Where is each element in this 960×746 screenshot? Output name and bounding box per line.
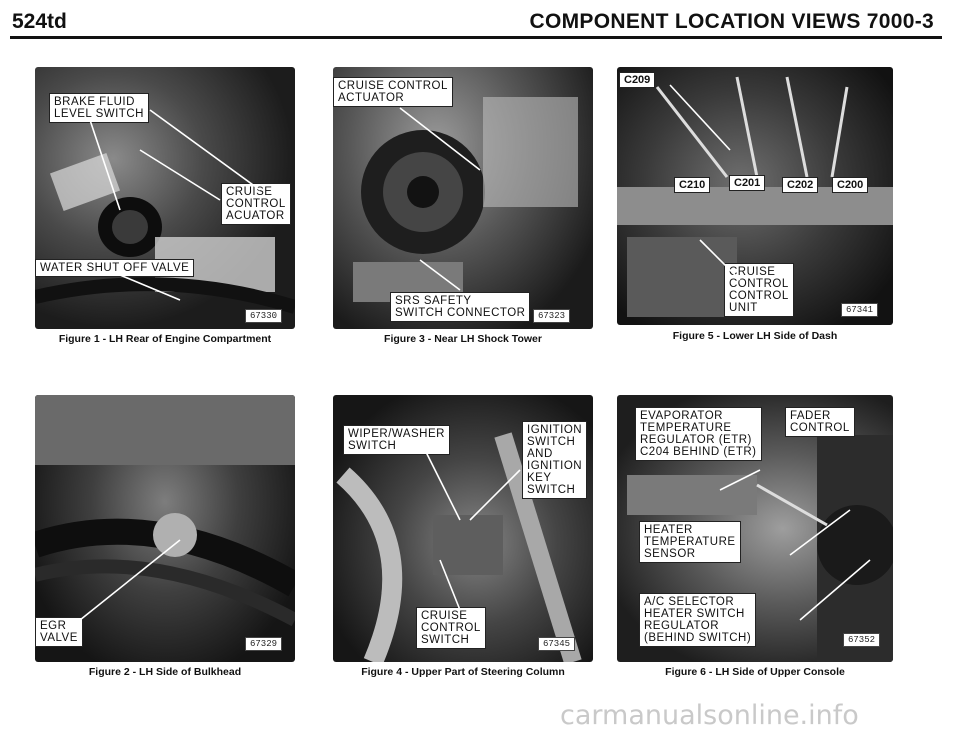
figure-2-caption: Figure 2 - LH Side of Bulkhead	[88, 666, 242, 678]
label-cruise-control-actuator-fig3: CRUISE CONTROL ACTUATOR	[333, 77, 453, 107]
page-header	[0, 0, 960, 40]
figure-2-photo	[35, 395, 295, 662]
figure-5-caption: Figure 5 - Lower LH Side of Dash	[672, 330, 838, 342]
figure-6-caption: Figure 6 - LH Side of Upper Console	[665, 666, 845, 678]
label-srs-safety-switch-connector: SRS SAFETY SWITCH CONNECTOR	[390, 292, 530, 322]
header-rule	[10, 36, 942, 39]
label-cruise-control-switch: CRUISE CONTROL SWITCH	[416, 607, 486, 649]
label-ac-selector-heater-switch: A/C SELECTOR HEATER SWITCH REGULATOR (BEHIND SWITCH)	[639, 593, 756, 647]
figure-6-photo	[617, 395, 893, 662]
figure-4-photo	[333, 395, 593, 662]
figure-3-caption: Figure 3 - Near LH Shock Tower	[384, 333, 542, 345]
figure-3-code: 67323	[533, 309, 570, 323]
label-heater-temperature-sensor: HEATER TEMPERATURE SENSOR	[639, 521, 741, 563]
figure-4-caption: Figure 4 - Upper Part of Steering Column	[361, 666, 565, 678]
label-egr-valve: EGR VALVE	[35, 617, 83, 647]
section-title: COMPONENT LOCATION VIEWS 7000-3	[529, 10, 934, 33]
manual-id: 524td	[12, 10, 67, 33]
figure-4-code: 67345	[538, 637, 575, 651]
figure-6-code: 67352	[843, 633, 880, 647]
watermark: carmanualsonline.info	[560, 700, 859, 731]
label-water-shut-off-valve: WATER SHUT OFF VALVE	[35, 259, 194, 277]
figure-2-code: 67329	[245, 637, 282, 651]
figure-1-code: 67330	[245, 309, 282, 323]
connector-c201: C201	[729, 175, 765, 191]
label-ignition-switch: IGNITION SWITCH AND IGNITION KEY SWITCH	[522, 421, 587, 499]
label-fader-control: FADER CONTROL	[785, 407, 855, 437]
label-brake-fluid-level-switch: BRAKE FLUID LEVEL SWITCH	[49, 93, 149, 123]
connector-c200: C200	[832, 177, 868, 193]
figure-5-photo	[617, 67, 893, 325]
figure-1-photo	[35, 67, 295, 329]
label-evaporator-temperature-regulator: EVAPORATOR TEMPERATURE REGULATOR (ETR) C204 BEHIND (ETR)	[635, 407, 762, 461]
connector-c210: C210	[674, 177, 710, 193]
label-cruise-control-unit: CRUISE CONTROL CONTROL UNIT	[724, 263, 794, 317]
figure-5-code: 67341	[841, 303, 878, 317]
label-cruise-control-actuator: CRUISE CONTROL ACUATOR	[221, 183, 291, 225]
connector-c202: C202	[782, 177, 818, 193]
figure-3-photo	[333, 67, 593, 329]
connector-c209: C209	[619, 72, 655, 88]
figure-1-caption: Figure 1 - LH Rear of Engine Compartment	[58, 333, 272, 345]
label-wiper-washer-switch: WIPER/WASHER SWITCH	[343, 425, 450, 455]
